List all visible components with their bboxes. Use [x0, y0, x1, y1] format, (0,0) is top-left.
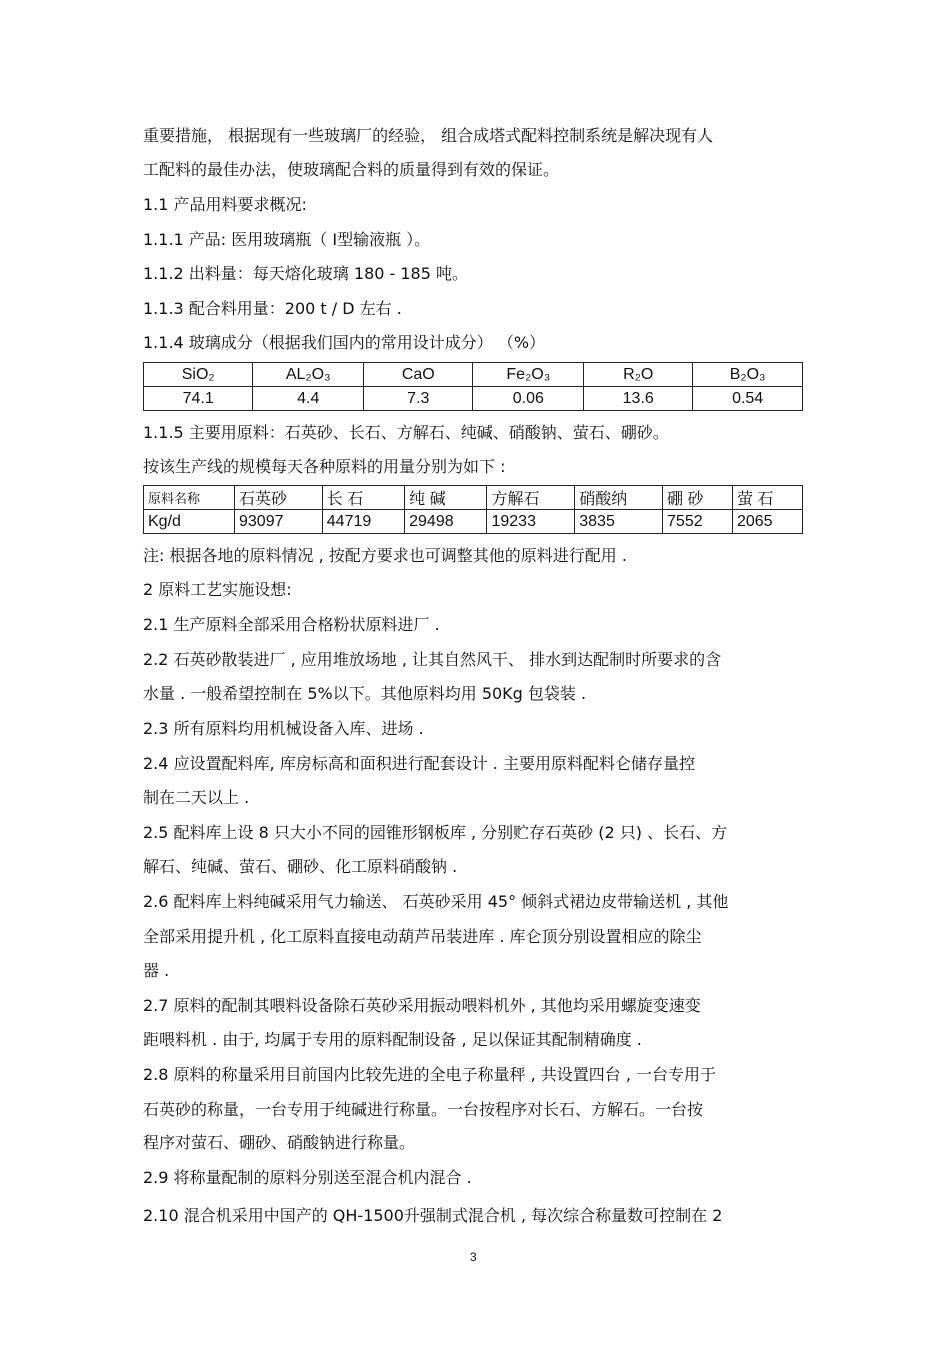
text-line: 石英砂的称量，一台专用于纯碱进行称量。一台按程序对长石、方解石。一台按 [143, 1100, 704, 1119]
text-line: 2.9 将称量配制的原料分别送至混合机内混合 . [143, 1168, 472, 1187]
table-header-cell: 长 石 [322, 486, 404, 510]
text-line: 1.1.5 主要用原料：石英砂、长石、方解石、纯碱、硝酸钠、萤石、硼砂。 [143, 423, 669, 442]
table-cell: 3835 [575, 510, 663, 534]
table-cell: 2065 [732, 510, 802, 534]
table-cell: 74.1 [144, 387, 253, 411]
text-line: 2 原料工艺实施设想: [143, 580, 292, 599]
text-line: 制在二天以上 . [143, 788, 250, 807]
text-line: 2.7 原料的配制其喂料设备除石英砂采用振动喂料机外 , 其他均采用螺旋变速变 [143, 996, 701, 1015]
text-line: 2.5 配料库上设 8 只大小不同的园锥形钢板库 , 分别贮存石英砂 (2 只) 、长石、方 [143, 823, 728, 842]
text-line: 2.1 生产原料全部采用合格粉状原料进厂 . [143, 615, 440, 634]
text-line: 水量 . 一般希望控制在 5%以下。其他原料均用 50Kg 包袋装 . [143, 684, 587, 703]
table-header-cell: AL₂O₃ [253, 363, 364, 387]
text-line: 1.1 产品用料要求概况: [143, 195, 307, 214]
table-row [144, 387, 803, 411]
text-line: 1.1.4 玻璃成分（根据我们国内的常用设计成分） （%） [143, 333, 546, 352]
table-header-cell: 纯 碱 [405, 486, 487, 510]
glass-composition-table [143, 362, 803, 411]
table-cell: 4.4 [253, 387, 364, 411]
table-cell: 0.06 [473, 387, 584, 411]
text-line: 按该生产线的规模每天各种原料的用量分别为如下 : [143, 457, 506, 476]
table-header-cell: B₂O₃ [693, 363, 803, 387]
table-header-cell: 石英砂 [235, 486, 323, 510]
text-line: 工配料的最佳办法，使玻璃配合料的质量得到有效的保证。 [143, 160, 560, 179]
table-header-cell: 萤 石 [732, 486, 802, 510]
table-cell: 29498 [405, 510, 487, 534]
text-line: 1.1.2 出料量：每天熔化玻璃 180 - 185 吨。 [143, 264, 468, 283]
text-line: 注: 根据各地的原料情况 , 按配方要求也可调整其他的原料进行配用 . [143, 546, 627, 565]
table-row [144, 486, 803, 510]
table-cell: 13.6 [584, 387, 693, 411]
text-line: 器 . [143, 961, 170, 980]
text-line: 2.4 应设置配料库, 库房标高和面积进行配套设计 . 主要用原料配料仑储存量控 [143, 754, 695, 773]
text-line: 2.2 石英砂散装进厂 , 应用堆放场地 , 让其自然风干、 排水到达配制时所要求的含 [143, 650, 722, 669]
text-line: 1.1.3 配合料用量：200 t / D 左右 . [143, 299, 402, 318]
table-header-cell: R₂O [584, 363, 693, 387]
text-line: 重要措施， 根据现有一些玻璃厂的经验， 组合成塔式配料控制系统是解决现有人 [143, 126, 714, 145]
text-line: 2.6 配料库上料纯碱采用气力输送、 石英砂采用 45° 倾斜式裙边皮带输送机 , 其他 [143, 892, 729, 911]
page-number: 3 [470, 1250, 477, 1264]
table-header-cell: 原料名称 [144, 486, 235, 510]
table-header-cell: SiO₂ [144, 363, 253, 387]
table-row [144, 510, 803, 534]
table-header-cell: 硼 砂 [663, 486, 733, 510]
table-header-cell: CaO [364, 363, 473, 387]
table-cell: 7.3 [364, 387, 473, 411]
table-cell: 0.54 [693, 387, 803, 411]
table-header-cell: 硝酸纳 [575, 486, 663, 510]
text-line: 距喂料机 . 由于, 均属于专用的原料配制设备 , 足以保证其配制精确度 . [143, 1030, 642, 1049]
table-header-cell: Fe₂O₃ [473, 363, 584, 387]
text-line: 1.1.1 产品: 医用玻璃瓶（ Ⅰ型输液瓶 ）。 [143, 230, 431, 249]
table-cell: Kg/d [144, 510, 235, 534]
raw-material-usage-table [143, 485, 803, 534]
table-cell: 7552 [663, 510, 733, 534]
text-line: 2.10 混合机采用中国产的 QH-1500升强制式混合机 , 每次综合称量数可控制在 2 [143, 1206, 723, 1225]
table-header-cell: 方解石 [487, 486, 575, 510]
text-line: 2.8 原料的称量采用目前国内比较先进的全电子称量秤 , 共设置四台 , 一台专用于 [143, 1065, 717, 1084]
text-line: 全部采用提升机 , 化工原料直接电动葫芦吊装进库 . 库仑顶分别设置相应的除尘 [143, 927, 702, 946]
table-cell: 19233 [487, 510, 575, 534]
table-cell: 93097 [235, 510, 323, 534]
table-row [144, 363, 803, 387]
text-line: 解石、纯碱、萤石、硼砂、化工原料硝酸钠 . [143, 857, 458, 876]
text-line: 2.3 所有原料均用机械设备入库、进场 . [143, 719, 424, 738]
table-cell: 44719 [322, 510, 404, 534]
text-line: 程序对萤石、硼砂、硝酸钠进行称量。 [143, 1133, 416, 1152]
